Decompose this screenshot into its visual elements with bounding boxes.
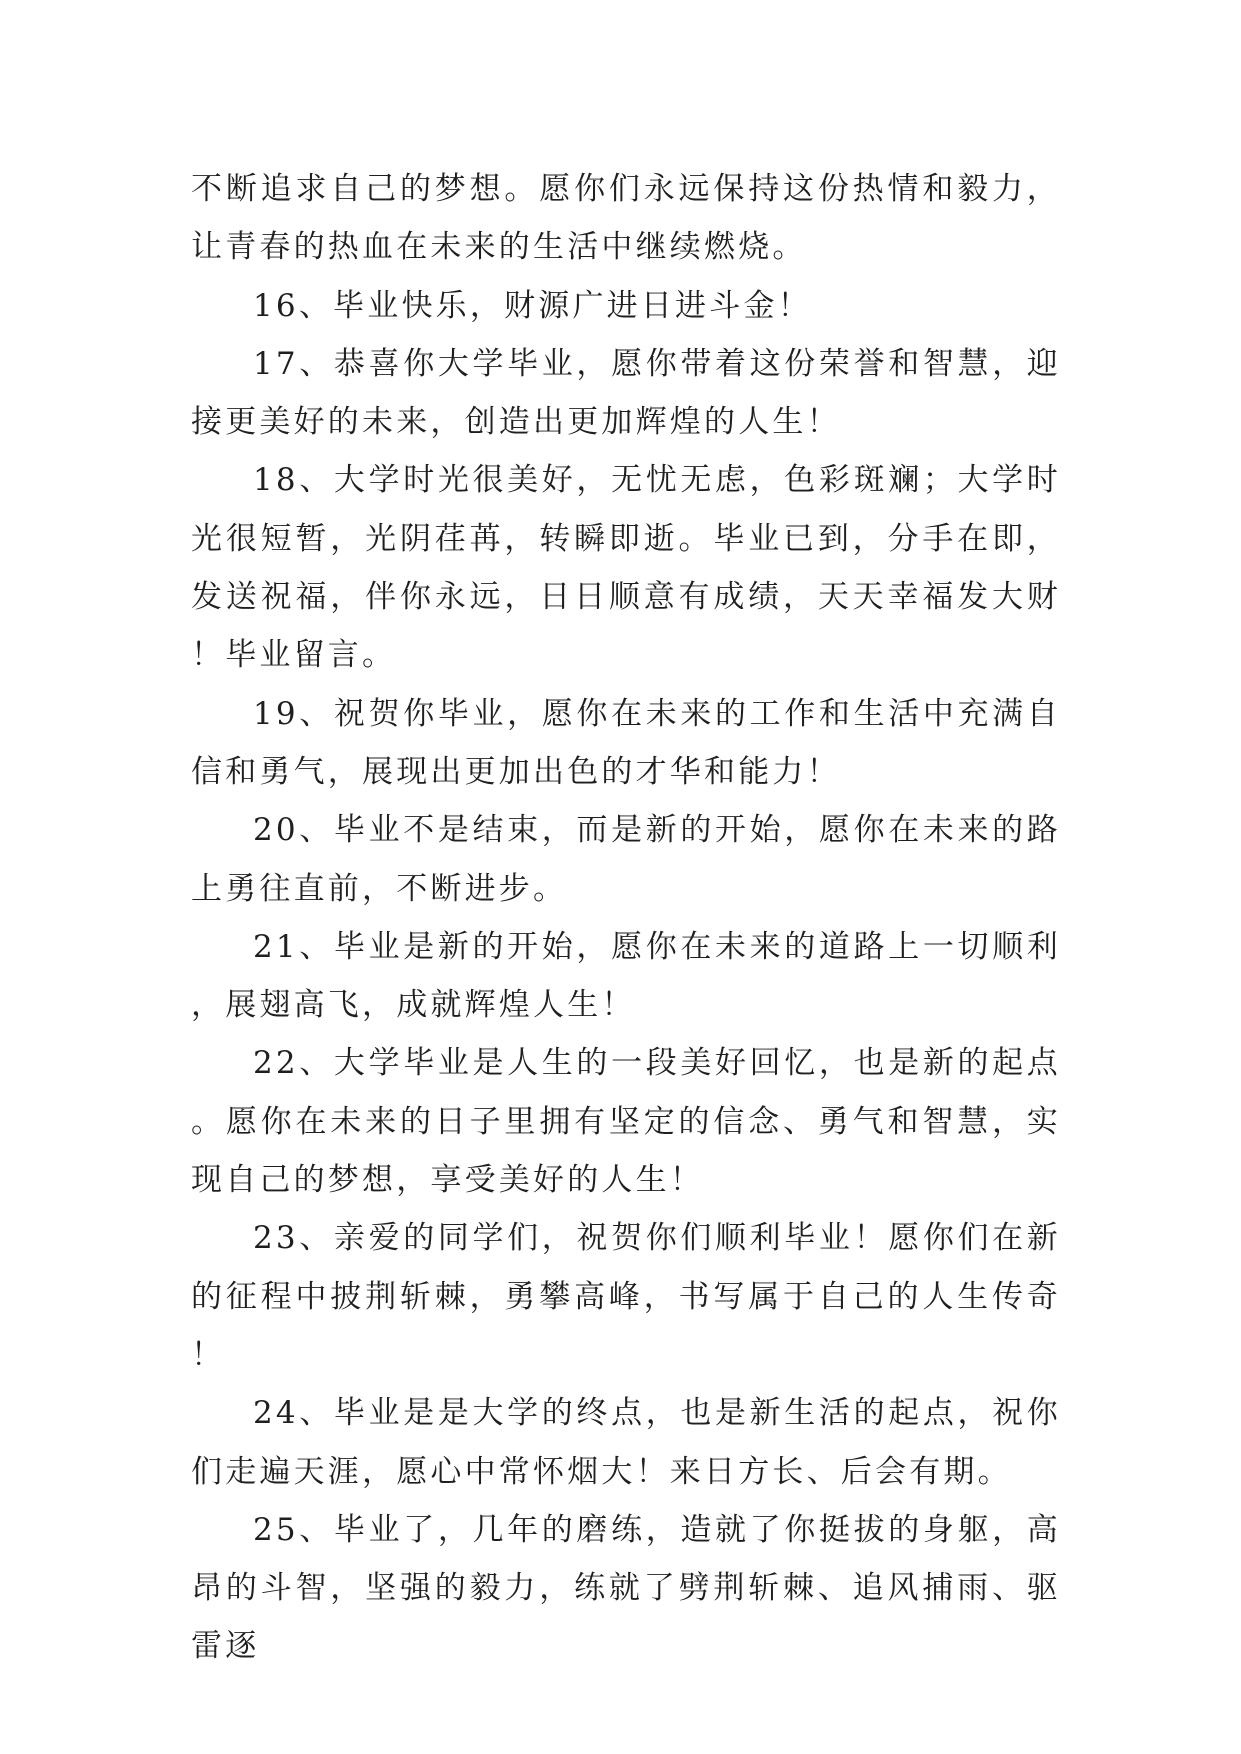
paragraph-20: 20、毕业不是结束，而是新的开始，愿你在未来的路上勇往直前，不断进步。 (191, 812, 1061, 907)
paragraph-24: 24、毕业是是大学的终点，也是新生活的起点，祝你们走遍天涯，愿心中常怀烟大！来日方长、后会有期。 (191, 1395, 1061, 1490)
paragraph-18: 18、大学时光很美好，无忧无虑，色彩斑斓；大学时光很短暂，光阴荏苒，转瞬即逝。毕业已到，分手在即，发送祝福，伴你永远，日日顺意有成绩，天天幸福发大财！毕业留言。 (191, 462, 1061, 674)
paragraph-21: 21、毕业是新的开始，愿你在未来的道路上一切顺利，展翅高飞，成就辉煌人生！ (191, 928, 1061, 1024)
paragraph-19: 19、祝贺你毕业，愿你在未来的工作和生活中充满自信和勇气，展现出更加出色的才华和能力！ (191, 695, 1061, 790)
paragraph-22: 22、大学毕业是人生的一段美好回忆，也是新的起点。愿你在未来的日子里拥有坚定的信念、勇气和智慧，实现自己的梦想，享受美好的人生！ (191, 1045, 1061, 1199)
paragraph-continued: 不断追求自己的梦想。愿你们永远保持这份热情和毅力，让青春的热血在未来的生活中继续燃烧。 (191, 171, 1061, 266)
paragraph-25: 25、毕业了，几年的磨练，造就了你挺拔的身躯，高昂的斗智，坚强的毅力，练就了劈荆斩棘、追风捕雨、驱雷逐 (191, 1511, 1061, 1665)
paragraph-17: 17、恭喜你大学毕业，愿你带着这份荣誉和智慧，迎接更美好的未来，创造出更加辉煌的人生！ (191, 345, 1061, 441)
paragraph-16: 16、毕业快乐，财源广进日进斗金！ (253, 287, 812, 324)
paragraph-23: 23、亲爱的同学们，祝贺你们顺利毕业！愿你们在新的征程中披荆斩棘，勇攀高峰，书写属于自己的人生传奇！ (191, 1220, 1061, 1373)
document-body (191, 160, 1061, 1676)
